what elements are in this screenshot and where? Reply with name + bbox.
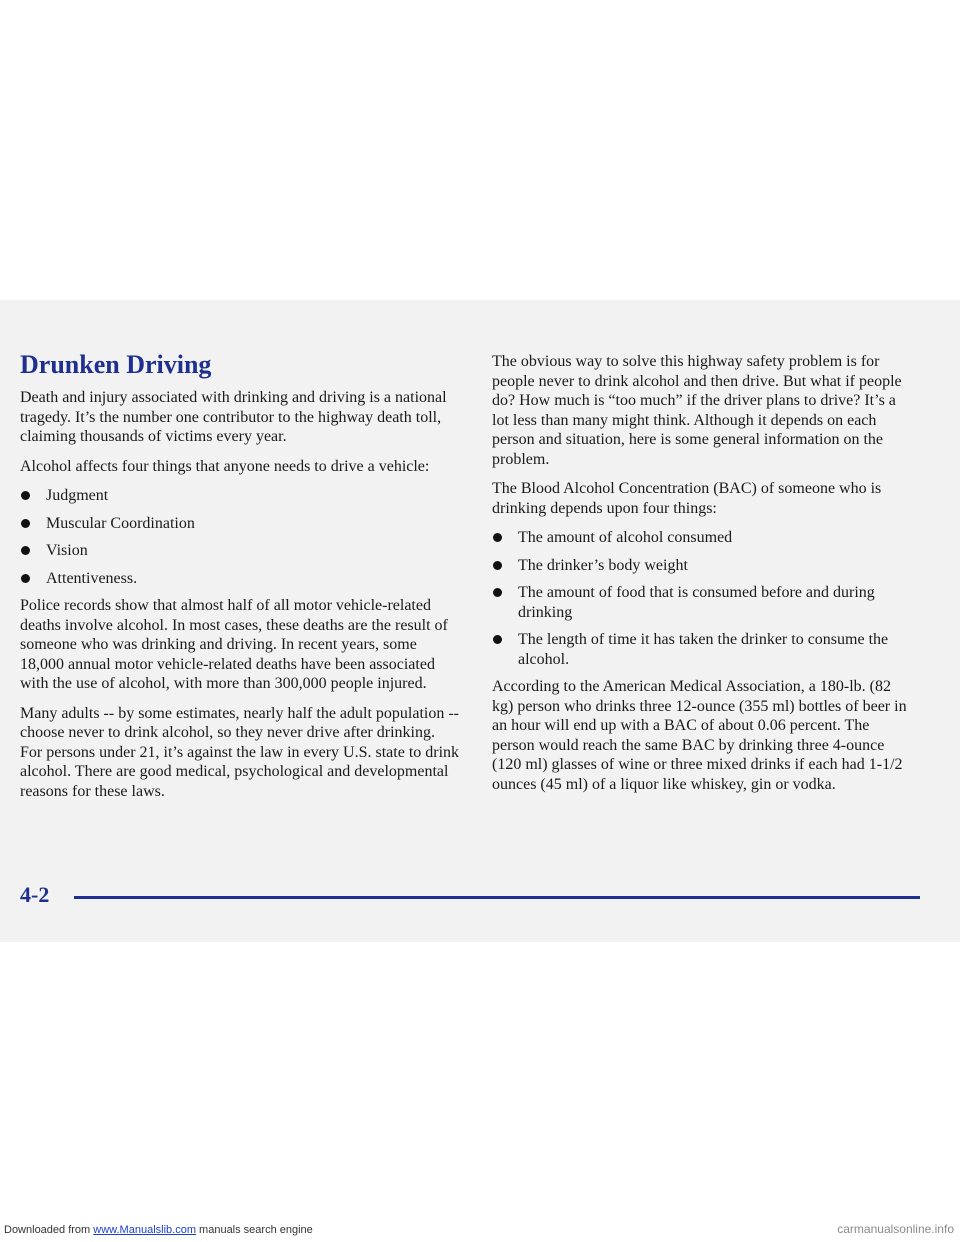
bac-factors-list bbox=[492, 528, 912, 669]
bullet-icon bbox=[493, 588, 502, 597]
page-footer bbox=[20, 880, 920, 920]
list-item: The amount of alcohol consumed bbox=[492, 528, 912, 548]
ama-paragraph: According to the American Medical Association, a 180-lb. (82 kg) person who drinks three 12-ounce (355 ml) bottles of beer in an hour will end up with a BAC of about 0.06 percent. The person would reach the same BAC by drinking three 4-ounce (120 ml) glasses of wine or three mixed drinks if each had 1-1/2 ounces (45 ml) of a liquor like whiskey, gin or vodka. bbox=[492, 678, 907, 793]
bullet-icon bbox=[21, 491, 30, 500]
list-item: The length of time it has taken the drinker to consume the alcohol. bbox=[492, 630, 912, 669]
alcohol-effects-paragraph: Alcohol affects four things that anyone needs to drive a vehicle: bbox=[20, 457, 430, 475]
bullet-icon bbox=[493, 561, 502, 570]
section-title: Drunken Driving bbox=[20, 350, 212, 379]
footer-rule bbox=[74, 896, 920, 899]
list-item: Muscular Coordination bbox=[20, 514, 460, 534]
list-item: The amount of food that is consumed before and during drinking bbox=[492, 583, 912, 622]
download-prefix: Downloaded from bbox=[4, 1224, 91, 1236]
download-suffix: manuals search engine bbox=[199, 1224, 313, 1236]
manualslib-link[interactable]: www.Manualslib.com bbox=[93, 1224, 196, 1236]
list-item: The drinker’s body weight bbox=[492, 556, 912, 576]
download-bar bbox=[4, 1224, 313, 1236]
bullet-icon bbox=[493, 635, 502, 644]
bullet-icon bbox=[21, 574, 30, 583]
bullet-icon bbox=[21, 546, 30, 555]
effects-list bbox=[20, 486, 460, 588]
list-item: Vision bbox=[20, 541, 460, 561]
intro-paragraph: Death and injury associated with drinking and driving is a national tragedy. It’s the number one contributor to the highway death toll, claiming thousands of victims every year. bbox=[20, 389, 447, 445]
police-records-paragraph: Police records show that almost half of all motor vehicle-related deaths involve alcohol. In most cases, these deaths are the result of someone who was drinking and driving. In recent years, some 18,000 annual motor vehicle-related deaths have been associated with the use of alcohol, with more than 300,000 people injured. bbox=[20, 597, 448, 692]
right-column bbox=[492, 352, 912, 804]
page-number: 4-2 bbox=[20, 882, 50, 907]
bullet-icon bbox=[493, 533, 502, 542]
adults-paragraph: Many adults -- by some estimates, nearly half the adult population -- choose never to drink alcohol, so they never drive after drinking. For persons under 21, it’s against the law in every U.S. state to drink alcohol. There are good medical, psychological and developmental reasons for these laws. bbox=[20, 704, 460, 800]
bullet-icon bbox=[21, 519, 30, 528]
left-column bbox=[20, 350, 460, 811]
list-item: Judgment bbox=[20, 486, 460, 506]
bac-paragraph: The Blood Alcohol Concentration (BAC) of someone who is drinking depends upon four things: bbox=[492, 480, 882, 517]
list-item: Attentiveness. bbox=[20, 569, 460, 589]
solution-paragraph: The obvious way to solve this highway safety problem is for people never to drink alcohol and then drive. But what if people do? How much is “too much” if the driver plans to drive? It’s a lot less than many might think. Although it depends on each person and situation, here is some general information on the problem. bbox=[492, 353, 902, 468]
watermark: carmanualsonline.info bbox=[837, 1222, 954, 1236]
